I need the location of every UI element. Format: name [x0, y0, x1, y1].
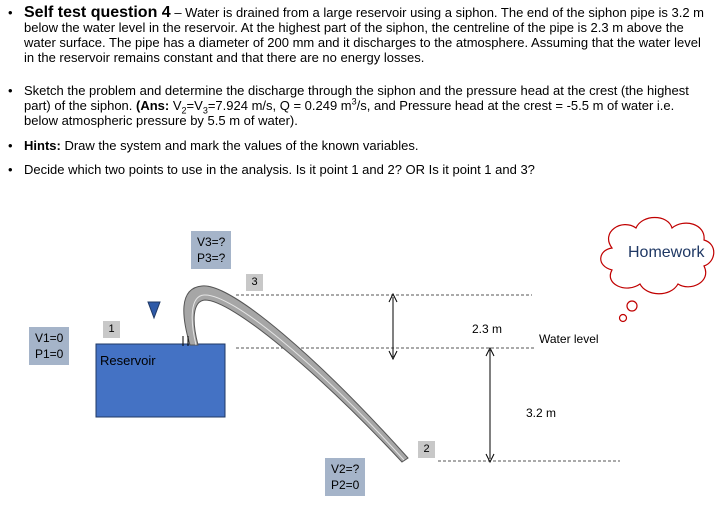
v1-label: V1=0 [35, 331, 64, 345]
point1-state-label [29, 327, 69, 365]
v3-label: V3=? [197, 235, 226, 249]
homework-label: Homework [628, 244, 705, 261]
reservoir-label: Reservoir [100, 353, 156, 368]
sketch-text: Sketch the problem and determine the discharge through the siphon and the pressure head at the crest (the highest part) of the siphon. [24, 83, 689, 113]
answer-sup-3: 3 [351, 96, 357, 107]
hints-text: Draw the system and mark the values of the known variables. [60, 138, 419, 153]
p2-label: P2=0 [331, 478, 360, 492]
point-1-marker: 1 [103, 321, 120, 338]
point-3-marker: 3 [246, 274, 263, 291]
question-title: Self test question 4 [24, 4, 171, 21]
water-level-label: Water level [539, 332, 599, 346]
drop-height-label: 3.2 m [526, 406, 557, 420]
point-2-marker: 2 [418, 441, 435, 458]
crest-height-label: 2.3 m [472, 322, 503, 336]
question-body: – Water is drained from a large reservoir using a siphon. The end of the siphon pipe is 3.2 m below the water level in the reservoir. At the highest part of the siphon, the centreline of the pipe is 2.3 m above the water surface. The pipe has a diameter of 200 mm and it discharges to the atmosphere. Assuming that the water level in the reservoir remains constant and that there are no energy losses. [24, 5, 704, 65]
point2-state-label [325, 458, 365, 496]
answer-v: V [169, 98, 182, 113]
answer-sub-3: 3 [202, 105, 208, 116]
answer-tail: /s, and Pressure head at the crest = -5.5 m of water i.e. below atmospheric pressure by 5.5 m of water). [24, 98, 675, 128]
answer-label: (Ans: [136, 98, 170, 113]
hints-label: Hints: [24, 138, 61, 153]
v2-label: V2=? [331, 462, 360, 476]
p3-label: P3=? [197, 251, 226, 265]
homework-cloud-icon [601, 218, 714, 322]
point3-state-label [191, 231, 231, 269]
decide-text: Decide which two points to use in the analysis. Is it point 1 and 2? OR Is it point 1 and 3? [24, 162, 535, 177]
answer-values: =7.924 m/s, Q = 0.249 m [207, 98, 352, 113]
water-surface-marker-icon [148, 302, 160, 318]
answer-sub-2: 2 [181, 105, 187, 116]
answer-eq: =V [186, 98, 203, 113]
p1-label: P1=0 [35, 347, 64, 361]
